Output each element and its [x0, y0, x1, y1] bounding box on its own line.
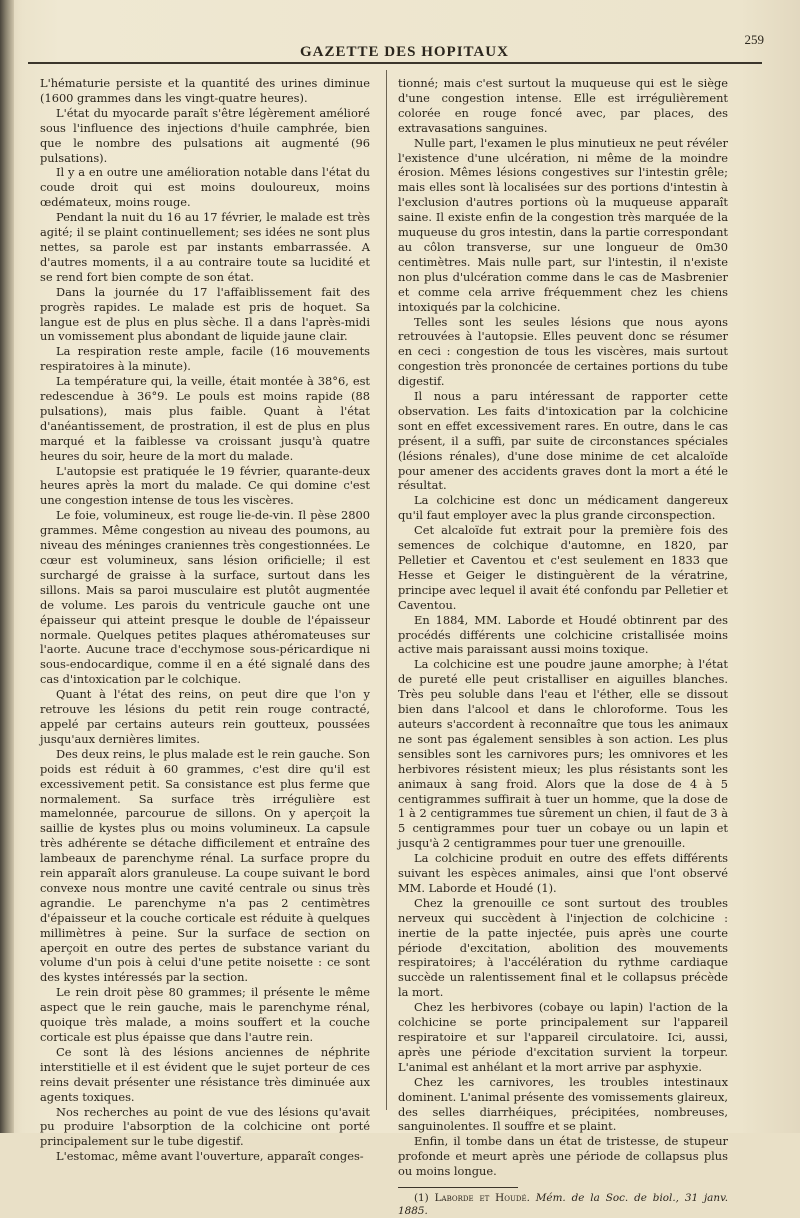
header-rule — [28, 62, 762, 64]
column-divider — [386, 70, 387, 1110]
paragraph: La respiration reste ample, facile (16 mouvements respiratoires à la minute). — [40, 344, 370, 374]
paragraph: Cet alcaloïde fut extrait pour la première fois des semences de colchique d'automne, en 1820, par Pelletier et Caventou et c'est seulement en 1833 que Hesse et Geiger le distinguèrent de la vératrine, principe avec lequel il avait été confondu par Pelletier et Caventou. — [398, 523, 728, 612]
paragraph: La colchicine est donc un médicament dangereux qu'il faut employer avec la plus grande circonspection. — [398, 493, 728, 523]
paragraph: Telles sont les seules lésions que nous ayons retrouvées à l'autopsie. Elles peuvent donc se résumer en ceci : congestion de tous les viscères, mais surtout congestion très prononcée de certaines portions du tube digestif. — [398, 314, 728, 389]
left-column — [40, 76, 370, 1164]
paragraph: Chez la grenouille ce sont surtout des troubles nerveux qui succèdent à l'injection de colchicine : inertie de la patte injectée, puis après une courte période d'excitation, abolition des mouvements respiratoires; à l'accélération du rythme cardiaque succède un ralentissement final et le collapsus précède la mort. — [398, 895, 728, 1000]
paragraph: Chez les carnivores, les troubles intestinaux dominent. L'animal présente des vomissements glaireux, des selles diarrhéiques, précipitées, nombreuses, sanguinolentes. Il souffre et se plaint. — [398, 1074, 728, 1134]
paragraph: L'hématurie persiste et la quantité des urines diminue (1600 grammes dans les vingt-quatre heures). — [40, 76, 370, 105]
paragraph: tionné; mais c'est surtout la muqueuse qui est le siège d'une congestion intense. Elle est irrégulièrement colorée en rouge foncé avec, par places, des extravasations sanguines. — [398, 76, 728, 135]
footnote-rule — [398, 1187, 518, 1188]
paragraph: Chez les herbivores (cobaye ou lapin) l'action de la colchicine se porte principalement sur l'appareil respiratoire et sur l'appareil circulatoire. Ici, aussi, après une période d'excitation survient la torpeur. L'animal est anhélant et la mort arrive par asphyxie. — [398, 1000, 728, 1074]
paragraph: Le foie, volumineux, est rouge lie-de-vin. Il pèse 2800 grammes. Même congestion au niveau des poumons, au niveau des méninges craniennes très congestionnées. Le cœur est volumineux, sans lésion orificielle; il est surchargé de graisse à la surface, surtout dans les sillons. Mais sa paroi musculaire est plutôt augmentée de volume. Les parois du ventricule gauche ont une épaisseur qui atteint presque le double de l'épaisseur normale. Quelques petites plaques athéromateuses sur l'aorte. Aucune trace d'ecchymose sous-péricardique ni sous-endocardique, comme il en a été signalé dans des cas d'intoxication par le colchique. — [40, 508, 370, 687]
paragraph: L'état du myocarde paraît s'être légèrement amélioré sous l'influence des injections d'huile camphrée, bien que le nombre des pulsations ait augmenté (96 pulsations). — [40, 105, 370, 165]
paragraph: Il nous a paru intéressant de rapporter cette observation. Les faits d'intoxication par la colchicine sont en effet excessivement rares. En outre, dans le cas présent, il a suffi, par suite de circonstances spéciales (lésions rénales), d'une dose minime de cet alcaloïde pour amener des accidents graves dont la mort a été le résultat. — [398, 389, 728, 493]
paragraph: L'estomac, même avant l'ouverture, apparaît conges- — [56, 1149, 364, 1164]
paragraph: Nulle part, l'examen le plus minutieux ne peut révéler l'existence d'une ulcération, ni même de la moindre érosion. Mêmes lésions congestives sur l'intestin grêle; mais elles sont là localisées sur des portions d'intestin à l'exclusion d'autres portions où la muqueuse apparaît saine. Il existe enfin de la congestion très marquée de la muqueuse du gros intestin, dans la partie correspondant au côlon transverse, sur une longueur de 0m30 centimètres. Mais nulle part, sur l'intestin, il n'existe non plus d'ulcération comme dans le cas de Masbrenier et comme cela arrive fréquemment chez les chiens intoxiqués par la colchicine. — [398, 135, 728, 314]
right-column — [398, 76, 729, 1218]
footnote-authors: Laborde et Houdé. — [434, 1192, 530, 1205]
paragraph: Pendant la nuit du 16 au 17 février, le malade est très agité; il se plaint continuellement; ses idées ne sont plus nettes, sa parole est par instants embarrassée. A d'autres moments, il a au contraire toute sa lucidité et se rend fort bien compte de son état. — [40, 210, 370, 284]
paragraph: Ce sont là des lésions anciennes de néphrite interstitielle et il est évident que le sujet porteur de ces reins devait présenter une résistance très diminuée aux agents toxiques. — [40, 1044, 370, 1104]
footnote-marker: (1) — [414, 1192, 429, 1205]
paragraph: Dans la journée du 17 l'affaiblissement fait des progrès rapides. Le malade est pris de hoquet. Sa langue est de plus en plus sèche. Il a dans l'après-midi un vomissement plus abondant de liquide jaune clair. — [40, 284, 370, 344]
paragraph: La température qui, la veille, était montée à 38°6, est redescendue à 36°9. Le pouls est moins rapide (88 pulsations), mais plus faible. Quant à l'état d'anéantissement, de prostration, il est de plus en plus marqué et la faiblesse va croissant jusqu'à quatre heures du soir, heure de la mort du malade. — [40, 374, 370, 463]
footnote-citation: Mém. de la Soc. de biol., 31 janv. 1885. — [398, 1192, 729, 1218]
paragraph: En 1884, MM. Laborde et Houdé obtinrent par des procédés différents une colchicine cristallisée moins active mais paraissant aussi moins toxique. — [398, 612, 728, 657]
paragraph: La colchicine est une poudre jaune amorphe; à l'état de pureté elle peut cristalliser en aiguilles blanches. Très peu soluble dans l'eau et l'éther, elle se dissout bien dans l'alcool et dans le chloroforme. Tous les auteurs s'accordent à reconnaître que tous les animaux ne sont pas également sensibles à son action. Les plus sensibles sont les carnivores purs; les omnivores et les herbivores résistent mieux; les plus résistants sont les animaux à sang froid. Alors que la dose de 4 à 5 centigrammes suffirait à tuer un homme, que la dose de 1 à 2 centigrammes tue sûrement un chien, il faut de 3 à 5 centigrammes pour tuer un cobaye ou un lapin et jusqu'à 2 centigrammes pour tuer une grenouille. — [398, 657, 728, 851]
page-number: 259 — [744, 32, 764, 47]
paragraph: Quant à l'état des reins, on peut dire que l'on y retrouve les lésions du petit rein rouge contracté, appelé par certains auteurs rein goutteux, poussées jusqu'aux dernières limites. — [40, 687, 370, 746]
paragraph: L'autopsie est pratiquée le 19 février, quarante-deux heures après la mort du malade. Ce qui domine c'est une congestion intense de tous les viscères. — [40, 463, 370, 508]
paragraph: La colchicine produit en outre des effets différents suivant les espèces animales, ainsi que l'ont observé MM. Laborde et Houdé (1). — [398, 851, 728, 895]
paragraph: Des deux reins, le plus malade est le rein gauche. Son poids est réduit à 60 grammes, c'est dire qu'il est excessivement petit. Sa consistance est plus ferme que normalement. Sa surface très irrégulière est mamelonnée, parcourue de sillons. On y aperçoit la saillie de kystes plus ou moins volumineux. La capsule très adhérente se détache difficilement et entraîne des lambeaux de parenchyme rénal. La surface propre du rein apparaît alors granuleuse. La coupe suivant le bord convexe nous montre une cavité centrale ou sinus très agrandie. Le parenchyme n'a pas 2 centimètres d'épaisseur et la couche corticale est réduite à quelques millimètres à peine. Sur la surface de section on aperçoit en outre des pertes de substance variant du volume d'un pois à celui d'une petite noisette : ce sont des kystes intéressés par la section. — [40, 746, 370, 985]
paragraph: Nos recherches au point de vue des lésions qu'avait pu produire l'absorption de la colchicine ont porté principalement sur le tube digestif. — [40, 1104, 370, 1149]
binding-edge — [0, 0, 14, 1133]
paragraph: Enfin, il tombe dans un état de tristesse, de stupeur profonde et meurt après une période de collapsus plus ou moins longue. — [398, 1134, 728, 1179]
running-title: GAZETTE DES HOPITAUX — [300, 44, 509, 60]
paragraph: Il y a en outre une amélioration notable dans l'état du coude droit qui est moins douloureux, moins œdémateux, moins rouge. — [40, 165, 370, 210]
footnote — [398, 1192, 728, 1218]
paragraph: Le rein droit pèse 80 grammes; il présente le même aspect que le rein gauche, mais le parenchyme rénal, quoique très malade, a moins souffert et la couche corticale est plus épaisse que dans l'autre rein. — [40, 985, 370, 1044]
page-header — [30, 30, 770, 60]
